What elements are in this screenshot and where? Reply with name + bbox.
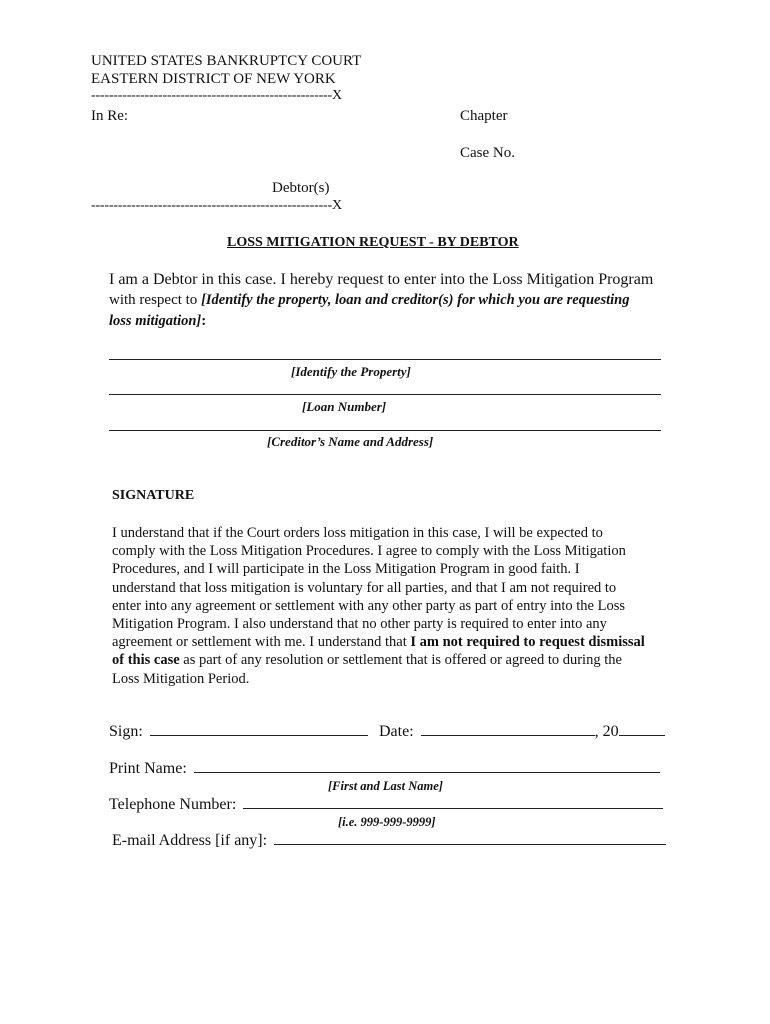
intro-line-3 xyxy=(109,311,679,332)
telephone-hint: [i.e. 999-999-9999] xyxy=(338,815,436,829)
date-label: Date: xyxy=(379,723,414,740)
print-name-field[interactable] xyxy=(194,759,660,773)
telephone-label: Telephone Number: xyxy=(109,796,237,813)
print-name-row xyxy=(109,759,660,778)
intro-instruction-end: loss mitigation] xyxy=(109,313,202,329)
statement-line xyxy=(112,633,672,651)
in-re-label: In Re: xyxy=(91,108,129,124)
email-row xyxy=(112,831,666,850)
loan-field-line[interactable] xyxy=(109,394,661,395)
property-field-hint: [Identify the Property] xyxy=(291,364,411,379)
statement-line: Loss Mitigation Period. xyxy=(112,670,250,687)
statement-line: enter into any agreement or settlement with any other party as part of entry into the Loss xyxy=(112,597,625,614)
chapter-label: Chapter xyxy=(460,108,508,124)
creditor-field-line[interactable] xyxy=(109,430,661,431)
statement-line: I understand that if the Court orders loss mitigation in this case, I will be expected to xyxy=(112,525,603,541)
intro-instruction: [Identify the property, loan and creditor(s) for which you are requesting xyxy=(201,292,630,308)
court-district: EASTERN DISTRICT OF NEW YORK xyxy=(91,71,336,87)
statement-emphasis: of this case xyxy=(112,652,180,669)
year-field[interactable] xyxy=(619,722,665,736)
intro-line-1: I am a Debtor in this case. I hereby request to enter into the Loss Mitigation Program xyxy=(109,271,654,288)
sign-label: Sign: xyxy=(109,723,143,740)
intro-prefix: with respect to xyxy=(109,292,202,308)
statement-line: Procedures, and I will participate in the Loss Mitigation Program in good faith. I xyxy=(112,561,580,578)
caption-separator-top: ------------------------------------------------------X xyxy=(91,88,342,103)
property-field-line[interactable] xyxy=(109,359,661,360)
creditor-field-hint: [Creditor’s Name and Address] xyxy=(267,434,434,449)
telephone-row xyxy=(109,795,663,814)
sign-field[interactable] xyxy=(150,722,368,736)
statement-line xyxy=(112,651,672,669)
signature-heading: SIGNATURE xyxy=(112,488,195,503)
email-label: E-mail Address [if any]: xyxy=(112,832,268,849)
print-name-label: Print Name: xyxy=(109,760,187,777)
statement-line: comply with the Loss Mitigation Procedures. I agree to comply with the Loss Mitigation xyxy=(112,543,626,560)
email-field[interactable] xyxy=(274,831,666,845)
statement-emphasis: I am not required to request dismissal xyxy=(410,634,645,651)
print-name-hint: [First and Last Name] xyxy=(328,779,443,793)
sign-row xyxy=(109,722,368,741)
document-title: LOSS MITIGATION REQUEST - BY DEBTOR xyxy=(227,235,519,250)
statement-text: agreement or settlement with me. I understand that xyxy=(112,634,411,651)
intro-line-2 xyxy=(109,290,679,311)
loan-field-hint: [Loan Number] xyxy=(302,399,387,414)
intro-colon: : xyxy=(201,313,207,329)
telephone-field[interactable] xyxy=(243,795,663,809)
statement-text: as part of any resolution or settlement that is offered or agreed to during the xyxy=(179,652,622,669)
date-field[interactable] xyxy=(421,722,595,736)
statement-line: Mitigation Program. I also understand that no other party is required to enter into any xyxy=(112,616,607,633)
date-row xyxy=(379,722,665,741)
debtors-label: Debtor(s) xyxy=(272,180,330,196)
statement-line: understand that loss mitigation is voluntary for all parties, and that I am not required to xyxy=(112,579,617,596)
case-number-label: Case No. xyxy=(460,145,515,161)
caption-separator-bottom: ------------------------------------------------------X xyxy=(91,198,342,213)
signature-statement xyxy=(112,524,672,688)
court-name: UNITED STATES BANKRUPTCY COURT xyxy=(91,53,362,69)
year-prefix: , 20 xyxy=(594,723,619,740)
intro-paragraph xyxy=(109,269,679,332)
